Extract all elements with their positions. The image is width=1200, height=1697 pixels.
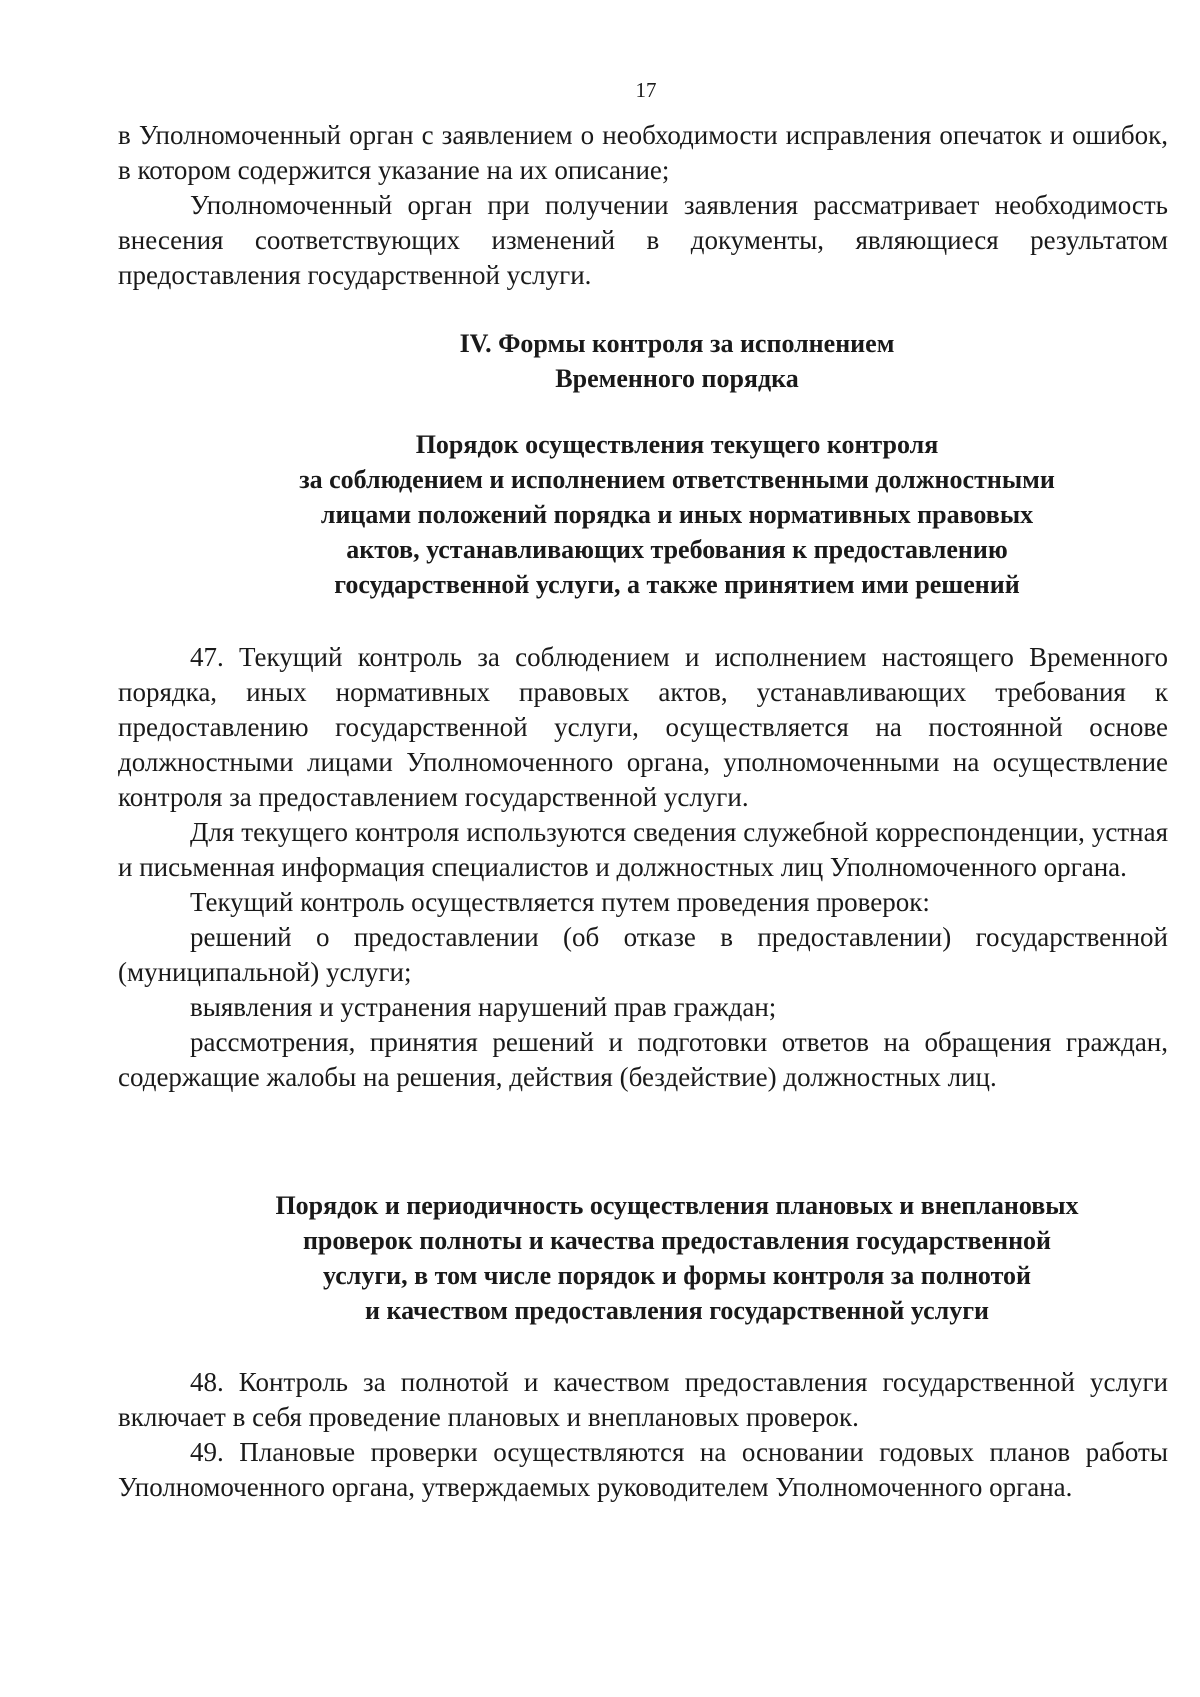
subheading-line: проверок полноты и качества предоставления государственной bbox=[302, 1226, 1052, 1255]
subheading-line: лицами положений порядка и иных нормативных правовых bbox=[320, 500, 1034, 529]
paragraph-continuation: в Уполномоченный орган с заявлением о необходимости исправления опечаток и ошибок, в котором содержится указание на их описание; bbox=[118, 120, 1168, 185]
subheading-line: актов, устанавливающих требования к предоставлению bbox=[346, 535, 1008, 564]
subheading-line: услуги, в том числе порядок и формы контроля за полнотой bbox=[323, 1261, 1031, 1290]
paragraph-check-violations: выявления и устранения нарушений прав граждан; bbox=[190, 992, 777, 1022]
paragraph-checks-intro: Текущий контроль осуществляется путем проведения проверок: bbox=[190, 887, 930, 917]
paragraph-review-application: Уполномоченный орган при получении заявления рассматривает необходимость внесения соответствующих изменений в документы, являющиеся результатом предоставления государственной услуги. bbox=[118, 190, 1168, 290]
subheading-line: государственной услуги, а также принятием ими решений bbox=[334, 570, 1020, 599]
paragraph-check-appeals: рассмотрения, принятия решений и подготовки ответов на обращения граждан, содержащие жалобы на решения, действия (бездействие) должностных лиц. bbox=[118, 1027, 1168, 1092]
subheading-planned-checks bbox=[118, 1188, 1200, 1328]
current-control-text-block bbox=[118, 640, 1168, 1095]
paragraph-check-decisions: решений о предоставлении (об отказе в предоставлении) государственной (муниципальной) услуги; bbox=[118, 922, 1168, 987]
planned-checks-text-block bbox=[118, 1365, 1168, 1505]
paragraph-48: 48. Контроль за полнотой и качеством предоставления государственной услуги включает в себя проведение плановых и внеплановых проверок. bbox=[118, 1367, 1168, 1432]
intro-text-block bbox=[118, 118, 1168, 293]
subheading-current-control bbox=[118, 427, 1200, 602]
subheading-line: и качеством предоставления государственной услуги bbox=[365, 1296, 989, 1325]
subheading-line: за соблюдением и исполнением ответственными должностными bbox=[299, 465, 1055, 494]
section-heading bbox=[118, 326, 1200, 396]
paragraph-control-sources: Для текущего контроля используются сведения служебной корреспонденции, устная и письменная информация специалистов и должностных лиц Уполномоченного органа. bbox=[118, 817, 1168, 882]
subheading-line: Порядок осуществления текущего контроля bbox=[415, 430, 939, 459]
section-heading-line: IV. Формы контроля за исполнением bbox=[459, 329, 895, 358]
page-number: 17 bbox=[635, 78, 657, 102]
subheading-line: Порядок и периодичность осуществления плановых и внеплановых bbox=[275, 1191, 1079, 1220]
section-heading-line: Временного порядка bbox=[555, 364, 799, 393]
paragraph-49: 49. Плановые проверки осуществляются на основании годовых планов работы Уполномоченного органа, утверждаемых руководителем Уполномоченного органа. bbox=[118, 1437, 1168, 1502]
paragraph-47: 47. Текущий контроль за соблюдением и исполнением настоящего Временного порядка, иных нормативных правовых актов, устанавливающих требования к предоставлению государственной услуги, осуществляется на постоянной основе должностными лицами Уполномоченного органа, уполномоченными на осуществление контроля за предоставлением государственной услуги. bbox=[118, 642, 1168, 812]
